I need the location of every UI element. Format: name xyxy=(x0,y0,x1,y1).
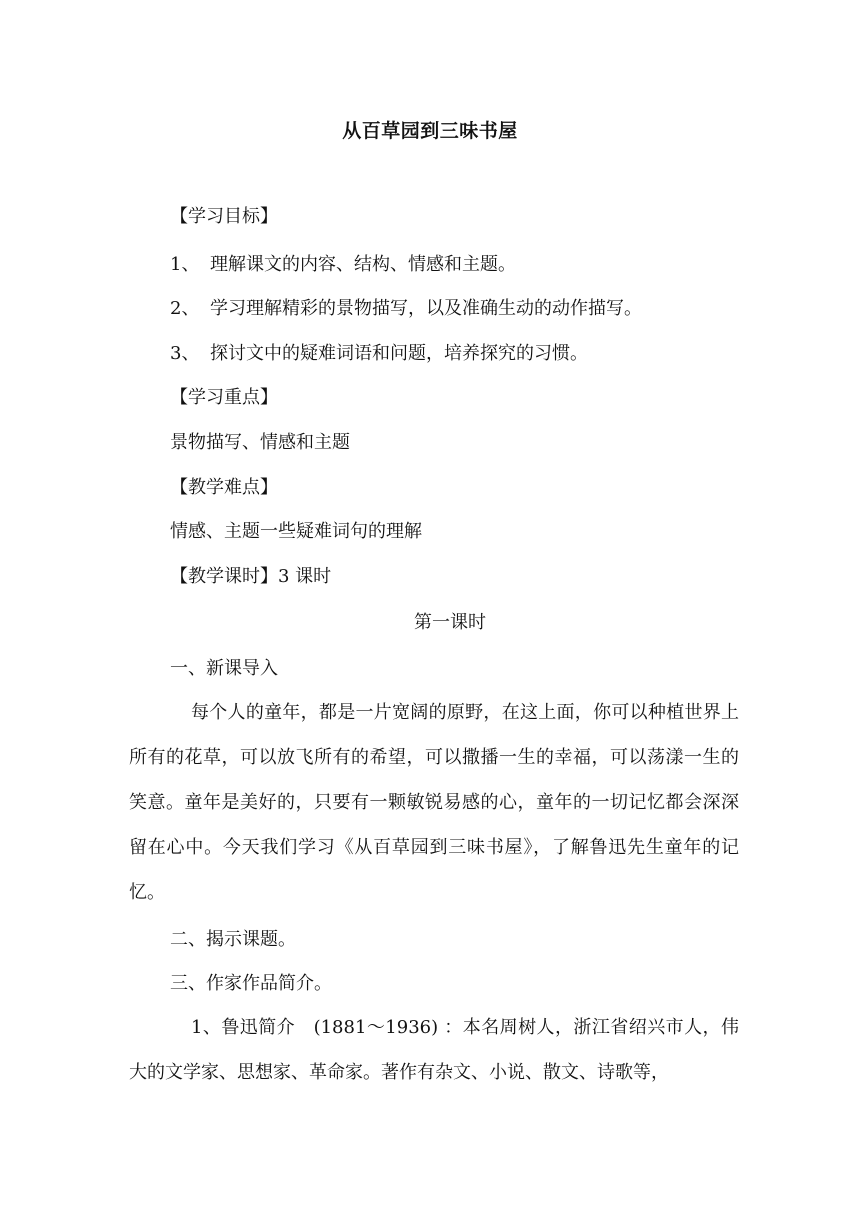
objective-item-2 xyxy=(170,296,642,322)
key-points-text: 景物描写、情感和主题 xyxy=(170,432,350,453)
section-heading-2: 二、揭示课题。 xyxy=(170,929,296,950)
objective-number: 1、 xyxy=(170,254,200,275)
objectives-heading: 【学习目标】 xyxy=(170,206,278,227)
objective-text: 探讨文中的疑难词语和问题，培养探究的习惯。 xyxy=(210,343,588,364)
intro-paragraph: 每个人的童年，都是一片宽阔的原野，在这上面，你可以种植世界上所有的花草，可以放飞所有的希望，可以撒播一生的幸福，可以荡漾一生的笑意。童年是美好的，只要有一颗敏锐易感的心，童年的一切记忆都会深深留在心中。今天我们学习《从百草园到三味书屋》，了解鲁迅先生童年的记忆。 xyxy=(129,702,739,903)
difficulties-text: 情感、主题一些疑难词句的理解 xyxy=(170,521,422,542)
objective-item-3 xyxy=(170,341,588,367)
class-hours-line: 【教学课时】3 课时 xyxy=(170,566,332,587)
objective-number: 2、 xyxy=(170,298,200,319)
key-points-heading: 【学习重点】 xyxy=(170,387,278,408)
objective-text: 理解课文的内容、结构、情感和主题。 xyxy=(210,254,516,275)
difficulties-heading: 【教学难点】 xyxy=(170,477,278,498)
document-title: 从百草园到三味书屋 xyxy=(342,120,518,142)
section-heading-3: 三、作家作品简介。 xyxy=(170,973,332,994)
objective-text: 学习理解精彩的景物描写，以及准确生动的动作描写。 xyxy=(210,298,642,319)
author-paragraph: 1、鲁迅简介 (1881～1936) ：本名周树人，浙江省绍兴市人，伟大的文学家、思想家、革命家。著作有杂文、小说、散文、诗歌等， xyxy=(129,1017,739,1083)
lesson-title: 第一课时 xyxy=(414,612,486,633)
section-heading-1: 一、新课导入 xyxy=(170,658,278,679)
objective-number: 3、 xyxy=(170,343,200,364)
objective-item-1 xyxy=(170,252,516,278)
